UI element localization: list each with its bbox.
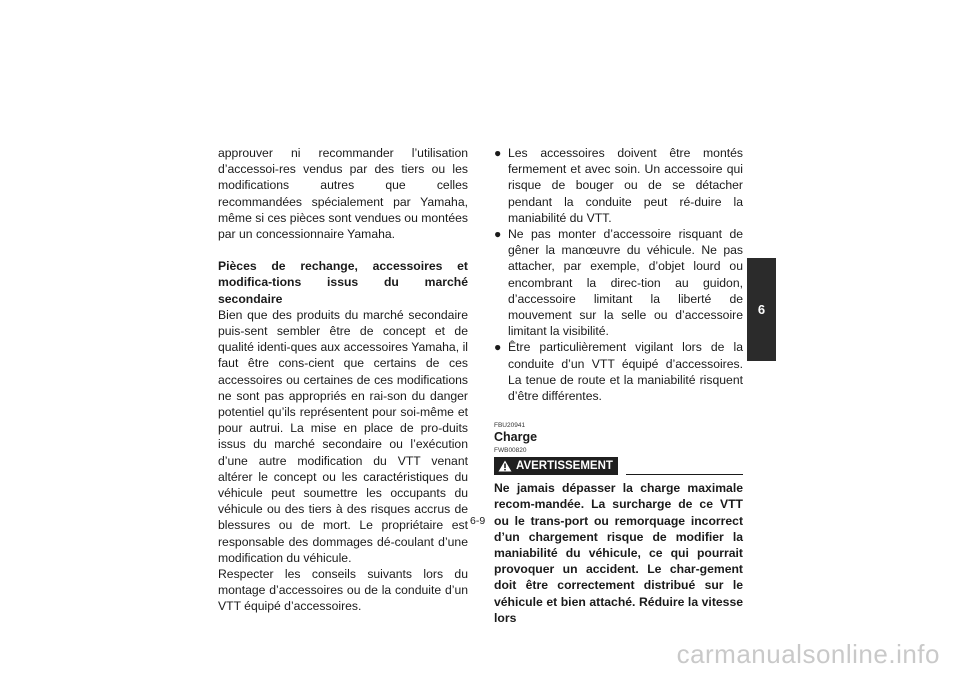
list-item <box>494 339 743 404</box>
bullet-text: Être particulièrement vigilant lors de la conduite d’un VTT équipé d’accessoires. La tenue de route et la maniabilité risquent d’être différentes. <box>508 340 743 404</box>
warning-badge <box>494 457 618 475</box>
warning-code: FWB00820 <box>494 447 527 455</box>
section-title-charge: Charge <box>494 430 538 445</box>
list-item <box>494 226 743 339</box>
bullet-text: Ne pas monter d’accessoire risquant de gêner la manœuvre du véhicule. Ne pas attacher, par exemple, d’objet lourd ou encombrant la direc-tion au guidon, d’accessoire limitant la liberté de mouvement sur la selle ou d’accessoire limitant la visibilité. <box>508 227 743 339</box>
list-item <box>494 145 743 226</box>
warning-rule <box>626 474 743 475</box>
right-column <box>494 145 743 626</box>
bullet-icon: ● <box>494 340 502 355</box>
left-column <box>218 145 468 615</box>
accessory-bullet-list <box>494 145 743 404</box>
chapter-tab: 6 <box>747 258 776 361</box>
warning-header <box>494 457 743 475</box>
warning-text: Ne jamais dépasser la charge maximale recom-mandée. La surcharge de ce VTT ou le trans-port ou remorquage incorrect d’un chargement risque de modifier la maniabilité du véhicule, ce qui pourrait provoquer un accident. Le char-gement doit être correctement distribué sur le véhicule et bien attaché. Réduire la vitesse lors <box>494 481 743 625</box>
bullet-icon: ● <box>494 227 502 242</box>
page-number: 6-9 <box>470 515 486 527</box>
aftermarket-paragraph: Bien que des produits du marché secondaire puis-sent sembler être de concept et de qualité identi-ques aux accessoires Yamaha, il faut être cons-cient que certains de ces accessoires ou certaines de ces modifications ne sont pas appropriés en rai-son du danger potentiel qu’ils représentent pour soi-même et pour autrui. La mise en place de pro-duits issus du marché secondaire ou l’exécution d’une autre modification du VTT venant altérer le concept ou les caractéristiques du véhicule peut soumettre les occupants du véhicule ou des tiers à des risques accrus de blessures ou de mort. Le propriétaire est responsable des dommages dé-coulant d’une modification du véhicule. <box>218 307 468 565</box>
warning-triangle-icon <box>498 460 512 472</box>
bullet-text: Les accessoires doivent être montés fermement et avec soin. Un accessoire qui risque de bouger ou de se détacher pendant la conduite peut ré-duire la maniabilité du VTT. <box>508 146 743 225</box>
section-code: FBU20941 <box>494 422 526 430</box>
bullet-icon: ● <box>494 146 502 160</box>
section-heading-aftermarket: Pièces de rechange, accessoires et modifica-tions issus du marché secondaire <box>218 259 468 306</box>
intro-paragraph: approuver ni recommander l’utilisation d’accessoi-res vendus par des tiers ou les modifications autres que celles recommandées spécialement par Yamaha, même si ces pièces sont vendues ou montées par un concessionnaire Yamaha. <box>218 146 468 242</box>
advice-paragraph: Respecter les conseils suivants lors du montage d’accessoires ou de la conduite d’un VTT équipé d’accessoires. <box>218 567 468 614</box>
watermark: carmanualsonline.info <box>676 639 940 669</box>
warning-label: AVERTISSEMENT <box>516 460 613 473</box>
